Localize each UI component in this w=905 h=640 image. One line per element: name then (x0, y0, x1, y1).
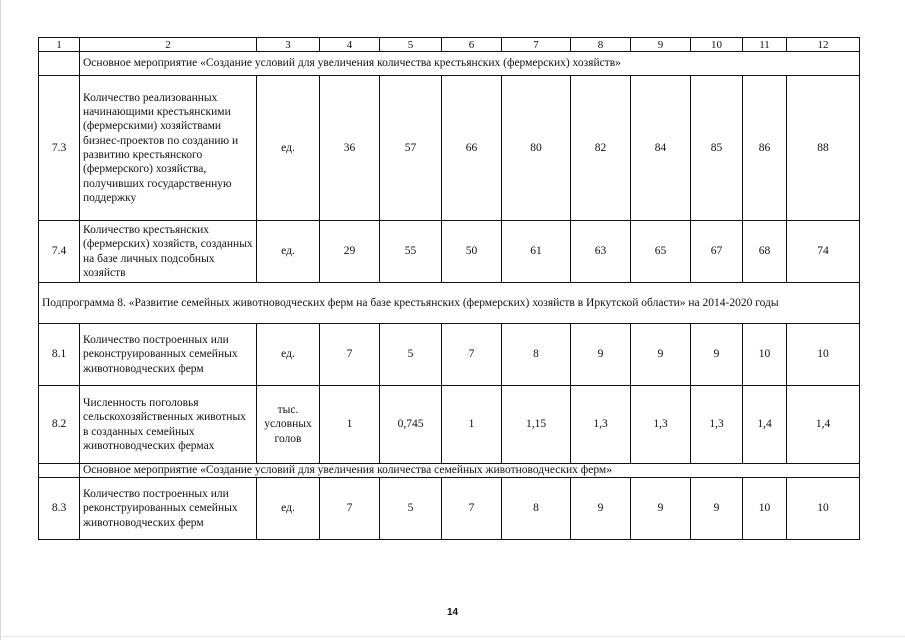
value-cell: 9 (571, 478, 631, 540)
header-cell: 8 (571, 38, 631, 52)
value-cell: 7 (320, 478, 380, 540)
row-number: 7.4 (39, 221, 80, 283)
table-row (39, 478, 860, 540)
value-cell: 10 (743, 324, 787, 386)
value-cell: 7 (320, 324, 380, 386)
section-row (39, 464, 860, 478)
empty-cell (39, 52, 80, 76)
value-cell: 9 (631, 478, 691, 540)
page-edge (0, 636, 905, 637)
unit-cell: ед. (257, 478, 320, 540)
table-row (39, 221, 860, 283)
value-cell: 5 (380, 324, 442, 386)
value-cell: 63 (571, 221, 631, 283)
value-cell: 7 (442, 478, 502, 540)
header-cell: 12 (787, 38, 860, 52)
value-cell: 7 (442, 324, 502, 386)
value-cell: 10 (787, 324, 860, 386)
header-cell: 2 (80, 38, 257, 52)
value-cell: 67 (691, 221, 743, 283)
section-row (39, 52, 860, 76)
table-row (39, 76, 860, 221)
unit-cell: ед. (257, 324, 320, 386)
value-cell: 68 (743, 221, 787, 283)
unit-cell: ед. (257, 76, 320, 221)
indicator-name: Количество реализованных начинающими крестьянскими (фермерскими) хозяйствами бизнес-проектов по созданию и развитию крестьянского (фермерского) хозяйства, получивших государственную поддержку (80, 76, 257, 221)
value-cell: 1,4 (787, 386, 860, 464)
row-number: 7.3 (39, 76, 80, 221)
value-cell: 66 (442, 76, 502, 221)
indicator-name: Количество построенных или реконструированных семейных животноводческих ферм (80, 478, 257, 540)
header-row (39, 38, 860, 52)
value-cell: 85 (691, 76, 743, 221)
value-cell: 1,3 (631, 386, 691, 464)
value-cell: 82 (571, 76, 631, 221)
page-number: 14 (446, 607, 459, 618)
value-cell: 1,15 (502, 386, 571, 464)
header-cell: 10 (691, 38, 743, 52)
row-number: 8.1 (39, 324, 80, 386)
unit-cell: ед. (257, 221, 320, 283)
value-cell: 10 (787, 478, 860, 540)
header-cell: 7 (502, 38, 571, 52)
value-cell: 9 (631, 324, 691, 386)
header-cell: 3 (257, 38, 320, 52)
value-cell: 9 (571, 324, 631, 386)
value-cell: 86 (743, 76, 787, 221)
value-cell: 84 (631, 76, 691, 221)
value-cell: 5 (380, 478, 442, 540)
page-edge (0, 0, 1, 640)
value-cell: 9 (691, 324, 743, 386)
unit-cell: тыс. условных голов (257, 386, 320, 464)
value-cell: 1,3 (691, 386, 743, 464)
value-cell: 1 (320, 386, 380, 464)
indicator-name: Количество построенных или реконструированных семейных животноводческих ферм (80, 324, 257, 386)
indicators-table (38, 37, 860, 540)
value-cell: 50 (442, 221, 502, 283)
row-number: 8.2 (39, 386, 80, 464)
section-title: Основное мероприятие «Создание условий для увеличения количества семейных животноводческих ферм» (80, 464, 860, 478)
value-cell: 74 (787, 221, 860, 283)
value-cell: 65 (631, 221, 691, 283)
value-cell: 10 (743, 478, 787, 540)
header-cell: 5 (380, 38, 442, 52)
header-cell: 11 (743, 38, 787, 52)
value-cell: 88 (787, 76, 860, 221)
value-cell: 8 (502, 324, 571, 386)
subprogram-title: Подпрограмма 8. «Развитие семейных животноводческих ферм на базе крестьянских (фермерских) хозяйств в Иркутской области» на 2014-2020 годы (39, 283, 860, 324)
value-cell: 1,4 (743, 386, 787, 464)
indicator-name: Количество крестьянских (фермерских) хозяйств, созданных на базе личных подсобных хозяйств (80, 221, 257, 283)
value-cell: 29 (320, 221, 380, 283)
table-row (39, 324, 860, 386)
value-cell: 55 (380, 221, 442, 283)
table-row (39, 386, 860, 464)
header-cell: 6 (442, 38, 502, 52)
value-cell: 1 (442, 386, 502, 464)
header-cell: 4 (320, 38, 380, 52)
value-cell: 0,745 (380, 386, 442, 464)
row-number: 8.3 (39, 478, 80, 540)
empty-cell (39, 464, 80, 478)
value-cell: 57 (380, 76, 442, 221)
subprogram-row (39, 283, 860, 324)
value-cell: 36 (320, 76, 380, 221)
value-cell: 8 (502, 478, 571, 540)
section-title: Основное мероприятие «Создание условий для увеличения количества крестьянских (фермерских) хозяйств» (80, 52, 860, 76)
value-cell: 9 (691, 478, 743, 540)
indicator-name: Численность поголовья сельскохозяйственных животных в созданных семейных животноводческих фермах (80, 386, 257, 464)
header-cell: 9 (631, 38, 691, 52)
value-cell: 80 (502, 76, 571, 221)
value-cell: 1,3 (571, 386, 631, 464)
header-cell: 1 (39, 38, 80, 52)
value-cell: 61 (502, 221, 571, 283)
